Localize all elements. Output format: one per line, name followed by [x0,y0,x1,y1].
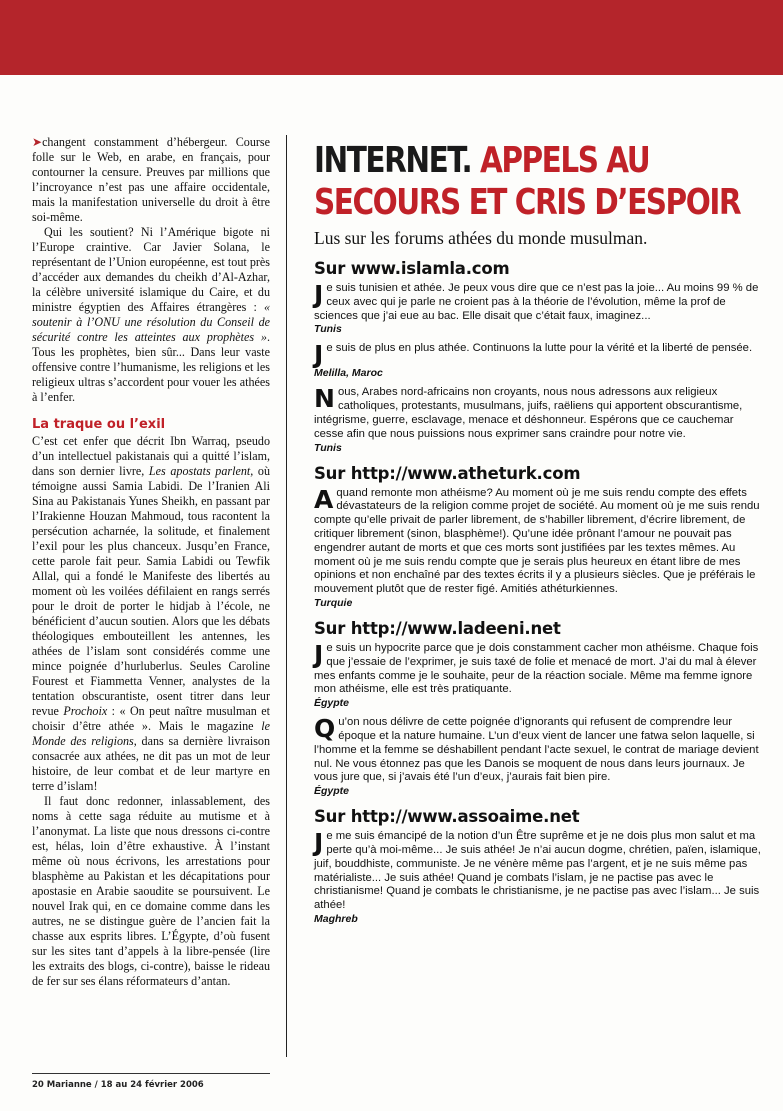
forum-post: Aquand remonte mon athéisme? Au moment où je me suis rendu compte des effets dévastateurs de la religion comme projet de société. Au moment où je me suis rendu compte qu’elle privait de parler librement, de s’habiller librement, d’écrire librement, de critiquer librement (sinon, blasphème!). Qu’une idée prônant l’amour ne pouvait pas engendrer autant de morts et que ces morts sont justifiées par les textes mêmes. Au moment où je me suis rendu compte que je serais plus heureux en étant libre de mes opinions et non enchaîné par des textes écrits il y a plusieurs siècles. Que je préférais le mouvement plutôt que de rester figé. Amitiés athéturkiennes. Turquie [314,487,766,609]
sidebar-headline: INTERNET. APPELS AU SECOURS ET CRIS D’ESPOIR [314,140,741,223]
continuation-arrow-icon: ➤ [32,135,43,149]
drop-cap: N [314,384,335,414]
drop-cap: J [314,828,324,858]
site-heading-islamla: Sur www.islamla.com [314,259,510,278]
drop-cap: J [314,280,324,309]
drop-cap: J [314,340,324,370]
page-footer: 20 Marianne / 18 au 24 février 2006 [32,1080,204,1090]
post-origin: Turquie [314,596,353,609]
article-paragraph-3: C’est cet enfer que décrit Ibn Warraq, pseudo d’un intellectuel pakistanais qui a quitté l’islam, dans son dernier livre, Les apostats parlent, où témoigne aussi Samia Labidi. De l’Iranien Ali Sina au Pakistanais Yunes Sheikh, en passant par l’Irakienne Houzan Mahmoud, tous racontent la persécution acharnée, la solitude, et finalement l’exil pour les plus chanceux. Jusqu’en France, cette parole fait peur. Samia Labidi ou Tewfik Allal, qui a fondé le Manifeste des libertés au moment où les voilées défilaient en rangs serrés pour le droit de porter le hidjab à l’école, ne bénéficient d’aucun soutien. Alors que les débats théologiques embouteillent les antennes, les athées de l’islam sont considérés comme une mince poignée d’hurluberlus. Seules Caroline Fourest et Fiammetta Venner, analystes de la tentation obscurantiste, osent titrer dans leur revue Prochoix : « On peut naître musulman et choisir d’être athée ». Mais le magazine le Monde des religions, dans sa dernière livraison consacrée aux athées, ne dit pas un mot de leur histoire, de leur combat et de leur martyre en terre d’islam! [32,434,271,793]
forum-post: Qu’on nous délivre de cette poignée d’ignorants qui refusent de comprendre leur époque et la nature humaine. L’un d’eux vient de lancer une fatwa selon laquelle, si l’homme et la femme se déshabillent pendant l’acte sexuel, le contrat de mariage devient nul. Ne vous étonnez pas que les Danois se moquent de nous dans leurs journaux. Je vous jure que, si j’avais été l’un d’eux, j’aurais fait bien pire. Égypte [314,716,766,797]
top-color-band [0,0,783,75]
post-origin: Tunis [314,323,342,336]
column-divider [286,135,287,1057]
article-subheading: La traque ou l’exil [32,417,166,432]
article-paragraph-4: Il faut donc redonner, inlassablement, des noms à cette saga réduite au mutisme et à l’anonymat. La liste que nous dressons ci-contre est, hélas, loin d’être exhaustive. À l’instant même où nous écrivons, les arrestations pour blasphème au Pakistan et les décapitations pour apostasie en Arabie saoudite se poursuivent. Le nouvel Irak qui, en ce domaine comme dans les autres, ne se distingue guère de l’ancien fait la chasse aux esprits libres. L’Égypte, d’où fusent sur les sites tant d’appels à la libre-pensée (lire les extraits des blogs, ci-contre), baisse le rideau de fer sur ses élans réformateurs d’antan. [32,794,270,988]
site-heading-atheturk: Sur http://www.atheturk.com [314,463,581,483]
drop-cap: A [314,484,334,514]
site-heading-ladeeni: Sur http://www.ladeeni.net [314,618,561,638]
post-origin: Égypte [314,697,350,710]
forum-post: Je suis un hypocrite parce que je dois constamment cacher mon athéisme. Chaque fois que j’essaie de l’exprimer, je suis taxé de folie et menacé de mort. J’ai du mal à élever mes enfants comme je le souhaite, peur de la réaction sociale. Même ma femme ignore mon athéisme, elle est très pratiquante. Égypte [314,642,766,709]
left-column-article [32,135,270,989]
drop-cap: Q [314,714,336,744]
post-origin: Melilla, Maroc [314,367,383,380]
article-paragraph-2: Qui les soutient? Ni l’Amérique bigote ni l’Europe craintive. Car Javier Solana, le représentant de l’Union européenne, est tout près d’accéder aux demandes du cheikh d’Al-Azhar, la célèbre université islamique du Caire, et du ministre égyptien des Affaires étrangères : « soutenir à l’ONU une résolution du Conseil de sécurité contre les atteintes aux prophètes ». Tous les prophètes, bien sûr... Dans leur vaste offensive contre l’humanisme, les religions et les religieux ultras s’accordent pour vouer les athées à l’enfer. [32,225,270,404]
drop-cap: J [314,639,324,669]
sidebar-subtitle: Lus sur les forums athées du monde musulman. [314,228,648,248]
right-column-sidebar [314,140,766,932]
forum-post: Je suis de plus en plus athée. Continuons la lutte pour la vérité et la liberté de pensée. Melilla, Maroc [314,342,766,379]
article-paragraph-1: ➤changent constamment d’hébergeur. Course folle sur le Web, en arabe, en français, pour contourner la censure. Preuves par millions que l’incroyance n’est pas une affaire occidentale, mais la manifestation universelle du droit à être soi-même. [32,135,270,224]
footer-rule [32,1073,270,1074]
site-heading-assoaime: Sur http://www.assoaime.net [314,807,580,827]
forum-post: Je me suis émancipé de la notion d’un Être suprême et je ne dois plus mon salut et ma perte qu’à moi-même... Je suis athée! Je n’ai aucun dogme, chrétien, païen, islamique, juif, bouddhiste, communiste. Je ne vénère même pas l’argent, et je ne suis même pas matérialiste... Je suis athée! Quand je combats l’islam, je ne pactise pas avec le christianisme! Quand je combats le christianisme, je ne pactise pas avec l’islam... Je suis athée! Maghreb [314,830,766,925]
forum-post: Je suis tunisien et athée. Je peux vous dire que ce n’est pas la joie... Au moins 99 % de ceux avec qui je parle ne croient pas à la théorie de l’évolution, même la prof de sciences que j’ai eue au bac. Elle disait que c’était faux, imaginez... Tunis [314,282,766,335]
forum-post: Nous, Arabes nord-africains non croyants, nous nous adressons aux religieux catholiques, protestants, musulmans, juifs, raëliens qui apportent obscurantisme, intégrisme, guerre, esclavage, menace et déshonneur. Espérons que ce cauchemar cesse afin que nous puissions nous exprimer sans craindre pour notre vie. Tunis [314,386,766,453]
post-origin: Égypte [314,785,350,798]
post-origin: Maghreb [314,912,358,925]
post-origin: Tunis [314,441,342,454]
